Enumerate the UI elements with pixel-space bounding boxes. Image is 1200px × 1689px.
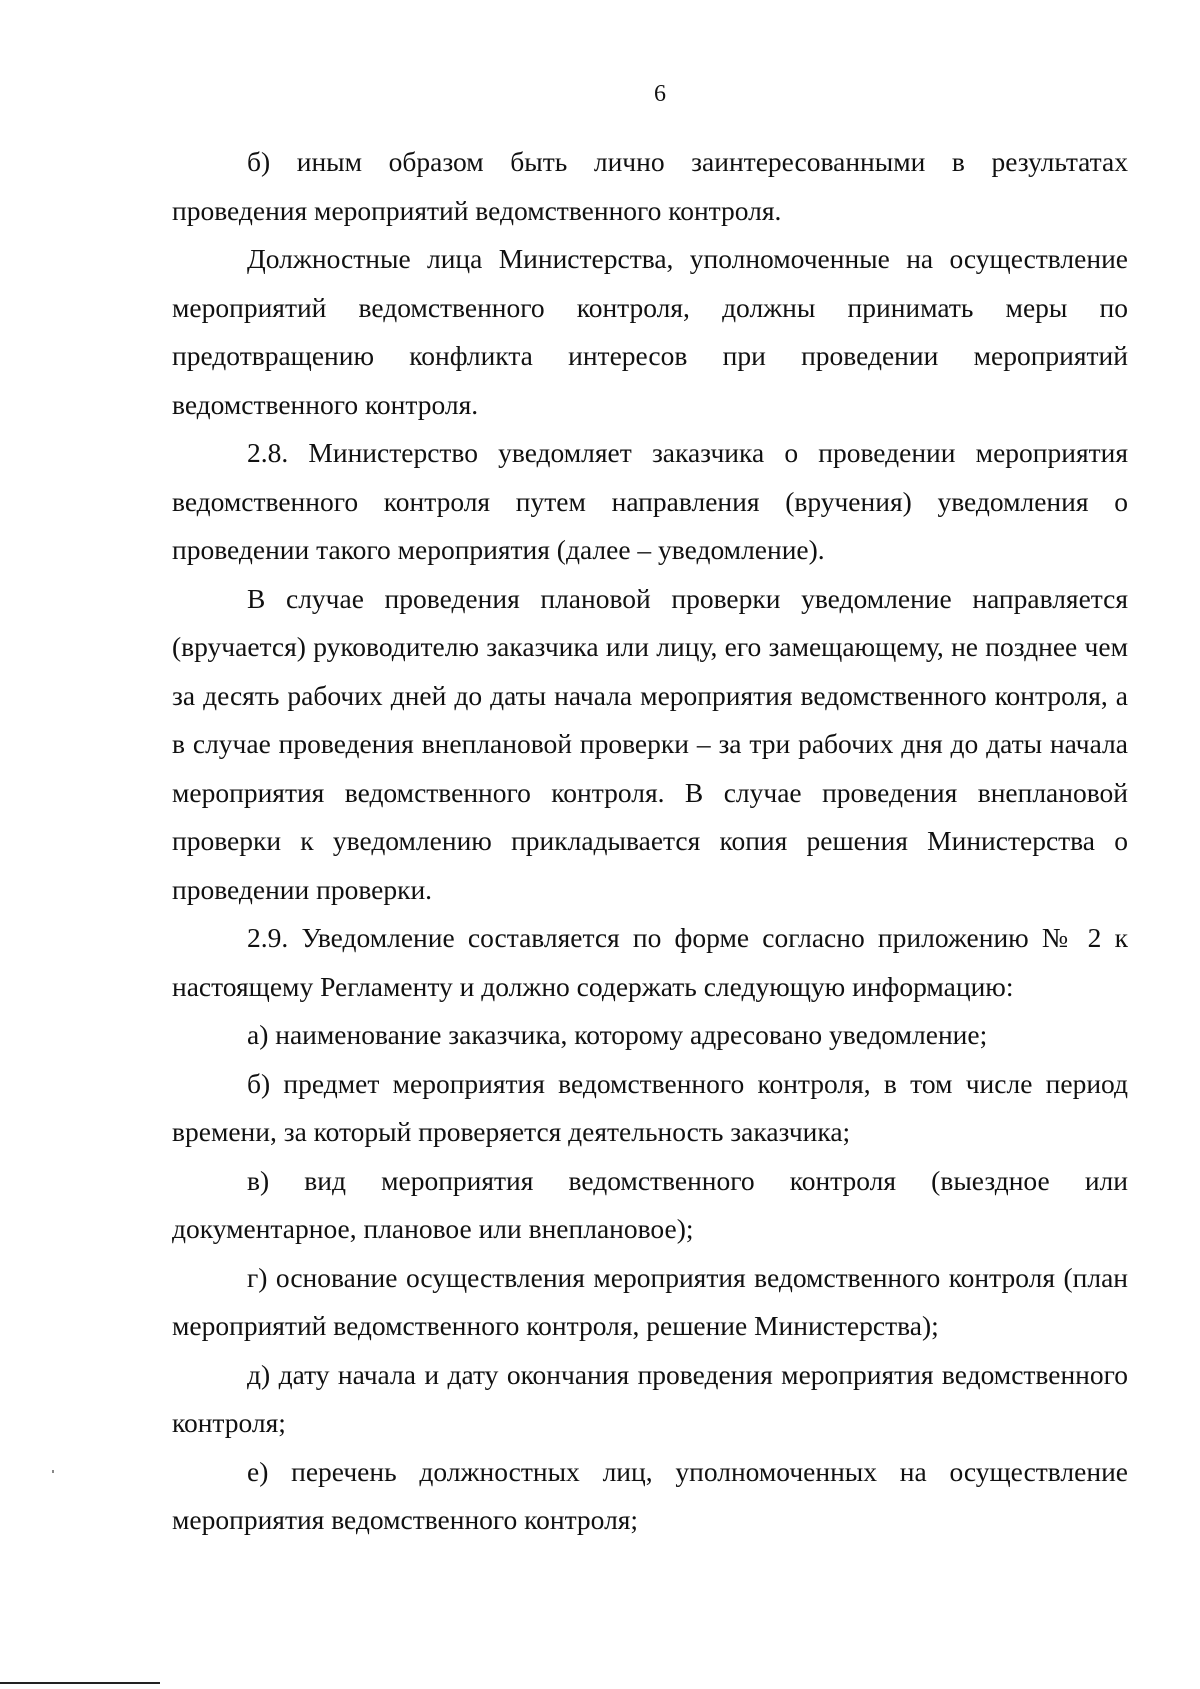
paragraph-notification-deadlines: В случае проведения плановой проверки уведомление направляется (вручается) руководителю заказчика или лицу, его замещающему, не позднее чем за десять рабочих дней до даты начала мероприятия ведомственного контроля, а в случае проведения внеплановой проверки – за три рабочих дня до даты начала мероприятия ведомственного контроля. В случае проведения внеплановой проверки к уведомлению прикладывается копия решения Министерства о проведении проверки. [172, 582, 1128, 905]
list-item-b-subject: б) предмет мероприятия ведомственного контроля, в том числе период времени, за который проверяется деятельность заказчика; [172, 1067, 1128, 1147]
paragraph-2-9-notification-form: 2.9. Уведомление составляется по форме согласно приложению № 2 к настоящему Регламенту и должно содержать следующую информацию: [172, 922, 1128, 1002]
list-item-d-dates: д) дату начала и дату окончания проведения мероприятия ведомственного контроля; [172, 1358, 1128, 1438]
document-body [172, 138, 1128, 1545]
paragraph-item-b-personal-interest: б) иным образом быть лично заинтересованными в результатах проведения мероприятий ведомственного контроля. [172, 146, 1128, 226]
scan-speck [52, 1470, 54, 1473]
list-item-v-type: в) вид мероприятия ведомственного контроля (выездное или документарное, плановое или внеплановое); [172, 1164, 1128, 1244]
paragraph-2-8-notification: 2.8. Министерство уведомляет заказчика о проведении мероприятия ведомственного контроля путем направления (вручения) уведомления о проведении такого мероприятия (далее – уведомление). [172, 437, 1128, 565]
paragraph-conflict-of-interest: Должностные лица Министерства, уполномоченные на осуществление мероприятий ведомственного контроля, должны принимать меры по предотвращению конфликта интересов при проведении мероприятий ведомственного контроля. [172, 243, 1128, 420]
list-item-a-customer-name: а) наименование заказчика, которому адресовано уведомление; [247, 1019, 988, 1050]
list-item-g-basis: г) основание осуществления мероприятия ведомственного контроля (план мероприятий ведомственного контроля, решение Министерства); [172, 1261, 1128, 1341]
list-item-e-officials: е) перечень должностных лиц, уполномоченных на осуществление мероприятия ведомственного контроля; [172, 1455, 1128, 1535]
page-number: 6 [654, 81, 666, 107]
footnote-rule [0, 1682, 160, 1684]
